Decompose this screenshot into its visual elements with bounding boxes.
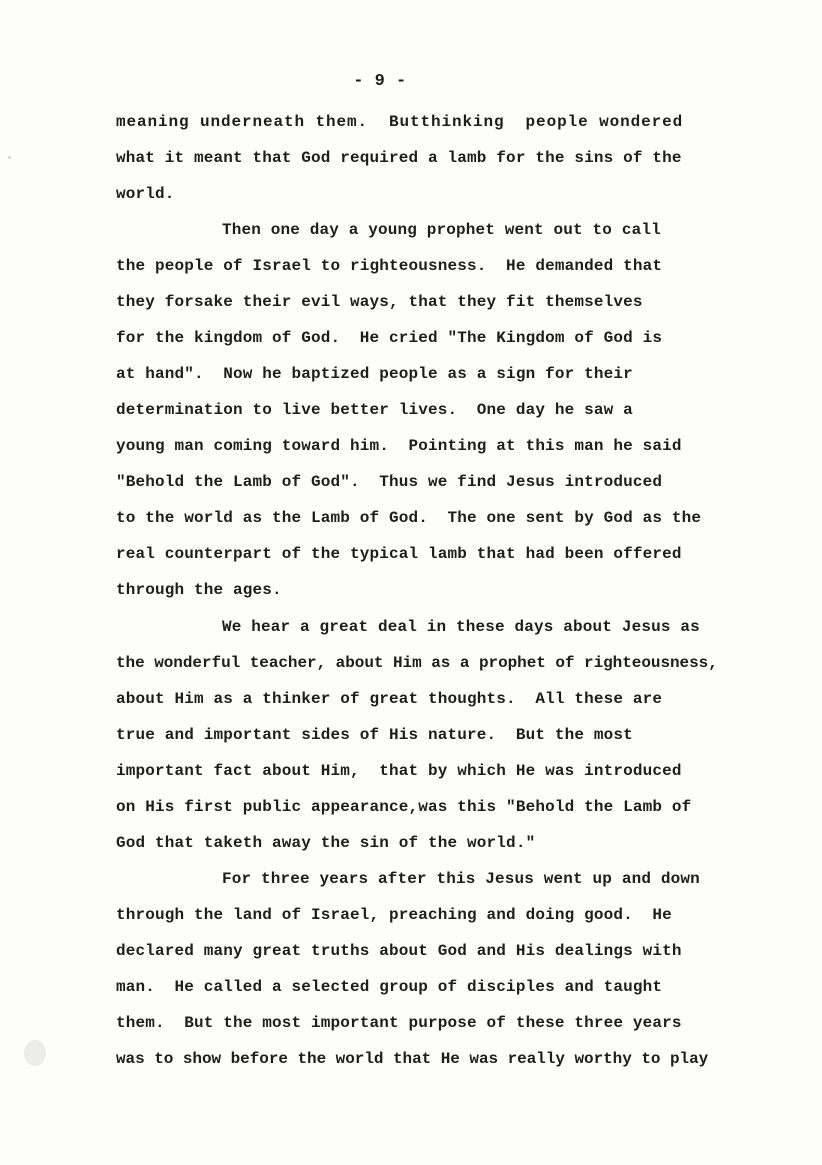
text-line: real counterpart of the typical lamb that had been offered	[116, 545, 682, 563]
text-line: what it meant that God required a lamb for the sins of the	[116, 149, 682, 167]
paragraph-start-line: For three years after this Jesus went up and down	[222, 870, 700, 888]
page-number: - 9 -	[353, 72, 407, 91]
text-line: was to show before the world that He was really worthy to play	[116, 1050, 709, 1068]
paper-speck	[8, 156, 11, 159]
text-line: true and important sides of His nature. But the most	[116, 726, 633, 744]
text-line: young man coming toward him. Pointing at this man he said	[116, 437, 682, 455]
text-line: through the land of Israel, preaching and doing good. He	[116, 906, 672, 924]
text-line: determination to live better lives. One day he saw a	[116, 401, 633, 419]
text-line: about Him as a thinker of great thoughts. All these are	[116, 690, 663, 708]
text-line: "Behold the Lamb of God". Thus we find Jesus introduced	[116, 473, 663, 491]
text-line: important fact about Him, that by which He was introduced	[116, 762, 682, 780]
text-line: God that taketh away the sin of the world."	[116, 834, 536, 852]
text-line: to the world as the Lamb of God. The one sent by God as the	[116, 509, 702, 527]
text-line: the people of Israel to righteousness. He demanded that	[116, 257, 663, 275]
text-line: world.	[116, 185, 175, 203]
text-line: for the kingdom of God. He cried "The Kingdom of God is	[116, 329, 663, 347]
text-line: declared many great truths about God and His dealings with	[116, 942, 682, 960]
text-line: at hand". Now he baptized people as a sign for their	[116, 365, 633, 383]
text-line: the wonderful teacher, about Him as a prophet of righteousness,	[116, 654, 718, 672]
paragraph-start-line: Then one day a young prophet went out to call	[222, 221, 661, 239]
text-line: meaning underneath them. Butthinking people wondered	[116, 113, 684, 131]
text-line: man. He called a selected group of disciples and taught	[116, 978, 663, 996]
paper-smudge	[24, 1040, 46, 1066]
text-line: them. But the most important purpose of these three years	[116, 1014, 682, 1032]
text-line: through the ages.	[116, 581, 282, 599]
text-line: on His first public appearance,was this "Behold the Lamb of	[116, 798, 692, 816]
paragraph-start-line: We hear a great deal in these days about Jesus as	[222, 618, 700, 636]
text-line: they forsake their evil ways, that they fit themselves	[116, 293, 643, 311]
